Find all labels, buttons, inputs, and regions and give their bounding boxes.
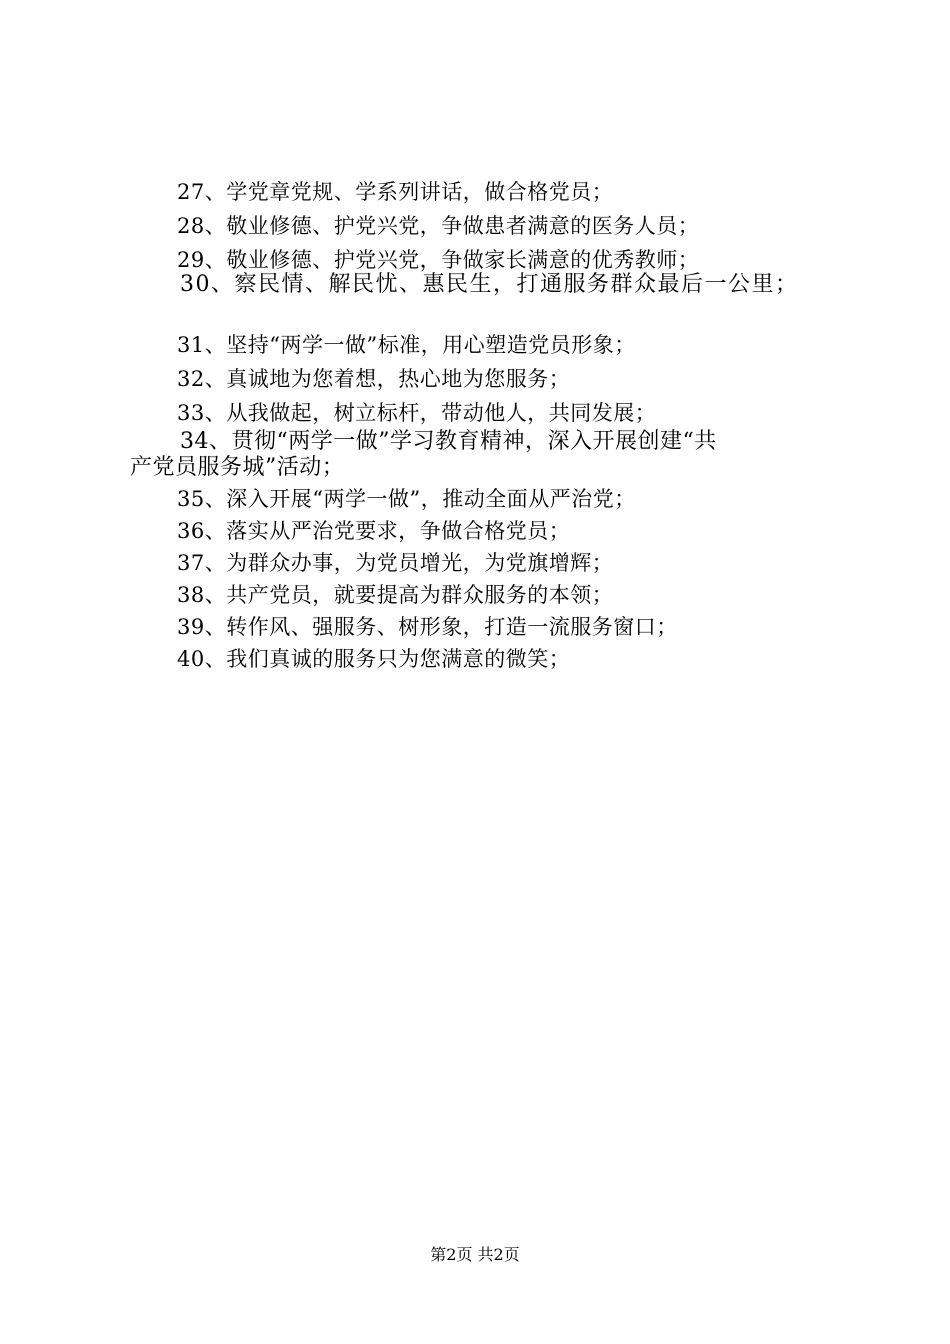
- slogan-line-28: 28、敬业修德、护党兴党，争做患者满意的医务人员；: [177, 214, 700, 238]
- slogan-line-36: 36、落实从严治党要求，争做合格党员；: [177, 519, 571, 543]
- slogan-line-34: 34、贯彻“两学一做”学习教育精神，深入开展创建“共: [180, 429, 717, 454]
- slogan-line-32: 32、真诚地为您着想，热心地为您服务；: [177, 367, 571, 391]
- slogan-line-35: 35、深入开展“两学一做”，推动全面从严治党；: [177, 487, 636, 511]
- slogan-line-39: 39、转作风、强服务、树形象，打造一流服务窗口；: [177, 615, 678, 639]
- slogan-line-31: 31、坚持“两学一做”标准，用心塑造党员形象；: [177, 333, 636, 357]
- slogan-line-29: 29、敬业修德、护党兴党，争做家长满意的优秀教师；: [177, 248, 700, 272]
- slogan-line-40: 40、我们真诚的服务只为您满意的微笑；: [177, 647, 571, 671]
- slogan-line-37: 37、为群众办事，为党员增光，为党旗增辉；: [177, 551, 614, 575]
- slogan-line-30: 30、察民情、解民忧、惠民生，打通服务群众最后一公里；: [180, 272, 799, 297]
- slogan-line-34-continued: 产党员服务城”活动；: [130, 455, 345, 480]
- slogan-line-33: 33、从我做起，树立标杆，带动他人，共同发展；: [177, 401, 657, 425]
- page-number-footer: 第2页 共2页: [430, 1245, 520, 1264]
- slogan-line-27: 27、学党章党规、学系列讲话，做合格党员；: [177, 180, 614, 204]
- slogan-line-38: 38、共产党员，就要提高为群众服务的本领；: [177, 583, 614, 607]
